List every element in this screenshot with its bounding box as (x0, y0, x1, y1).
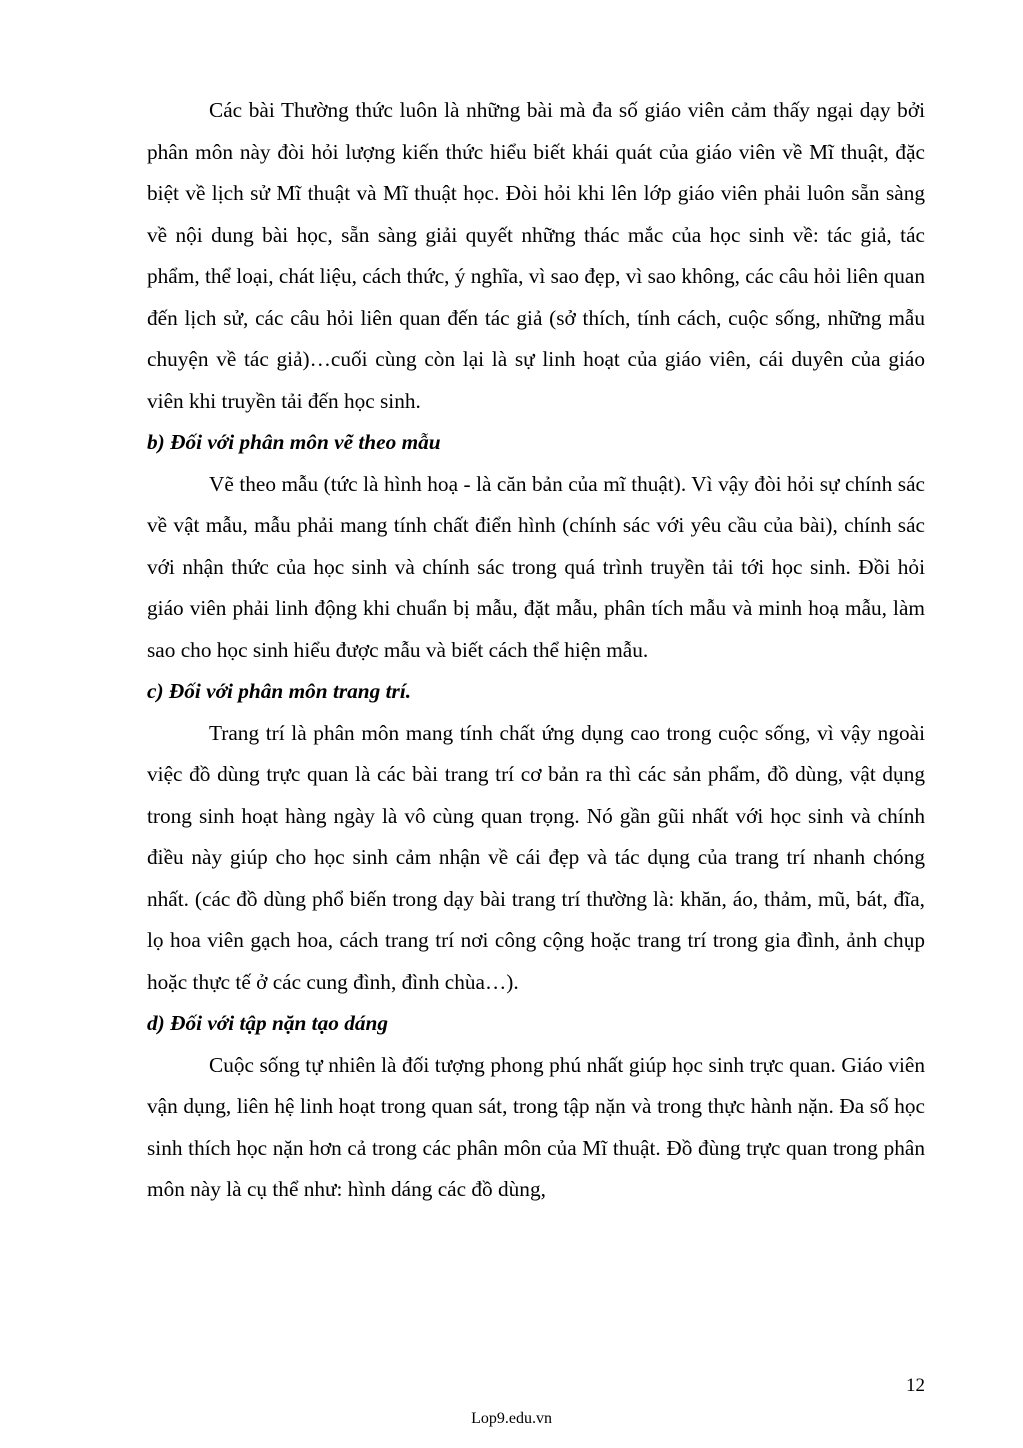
paragraph-thuong-thuc: Các bài Thường thức luôn là những bài mà đa số giáo viên cảm thấy ngại dạy bởi phân môn này đòi hỏi lượng kiến thức hiểu biết khái quát của giáo viên về Mĩ thuật, đặc biệt về lịch sử Mĩ thuật và Mĩ thuật học. Đòi hỏi khi lên lớp giáo viên phải luôn sẵn sàng về nội dung bài học, sẵn sàng giải quyết những thác mắc của học sinh về: tác giả, tác phẩm, thể loại, chát liệu, cách thức, ý nghĩa, vì sao đẹp, vì sao không, các câu hỏi liên quan đến lịch sử, các câu hỏi liên quan đến tác giả (sở thích, tính cách, cuộc sống, những mẫu chuyện về tác giả)…cuối cùng còn lại là sự linh hoạt của giáo viên, cái duyên của giáo viên khi truyền tải đến học sinh. (147, 98, 925, 413)
page-number: 12 (906, 1375, 925, 1396)
footer-source-link[interactable]: Lop9.edu.vn (471, 1410, 552, 1427)
section-heading-ve-theo-mau: b) Đối với phân môn vẽ theo mẫu (147, 430, 441, 454)
section-heading-trang-tri: c) Đối với phân môn trang trí. (147, 679, 412, 703)
paragraph-trang-tri: Trang trí là phân môn mang tính chất ứng dụng cao trong cuộc sống, vì vậy ngoài việc đồ dùng trực quan là các bài trang trí cơ bản ra thì các sản phẩm, đồ dùng, vật dụng trong sinh hoạt hàng ngày là vô cùng quan trọng. Nó gần gũi nhất với học sinh và chính điều này giúp cho học sinh cảm nhận về cái đẹp và tác dụng của trang trí nhanh chóng nhất. (các đồ dùng phổ biến trong dạy bài trang trí thường là: khăn, áo, thảm, mũ, bát, đĩa, lọ hoa viên gạch hoa, cách trang trí nơi công cộng hoặc trang trí trong gia đình, ảnh chụp hoặc thực tế ở các cung đình, đình chùa…). (147, 720, 925, 994)
paragraph-tap-nan: Cuộc sống tự nhiên là đối tượng phong phú nhất giúp học sinh trực quan. Giáo viên vận dụng, liên hệ linh hoạt trong quan sát, trong tập nặn và trong thực hành nặn. Đa số học sinh thích học nặn hơn cả trong các phân môn của Mĩ thuật. Đồ đùng trực quan trong phân môn này là cụ thể như: hình dáng các đồ dùng, (147, 1052, 925, 1201)
section-heading-tap-nan: d) Đối với tập nặn tạo dáng (147, 1011, 388, 1035)
document-body (147, 90, 925, 1211)
paragraph-ve-theo-mau: Vẽ theo mẫu (tức là hình hoạ - là căn bản của mĩ thuật). Vì vậy đòi hỏi sự chính sác về vật mẫu, mẫu phải mang tính chất điển hình (chính sác với yêu cầu của bài), chính sác với nhận thức của học sinh và chính sác trong quá trình truyền tải tới học sinh. Đồi hỏi giáo viên phải linh động khi chuẩn bị mẫu, đặt mẫu, phân tích mẫu và minh hoạ mẫu, làm sao cho học sinh hiểu được mẫu và biết cách thể hiện mẫu. (147, 471, 925, 662)
